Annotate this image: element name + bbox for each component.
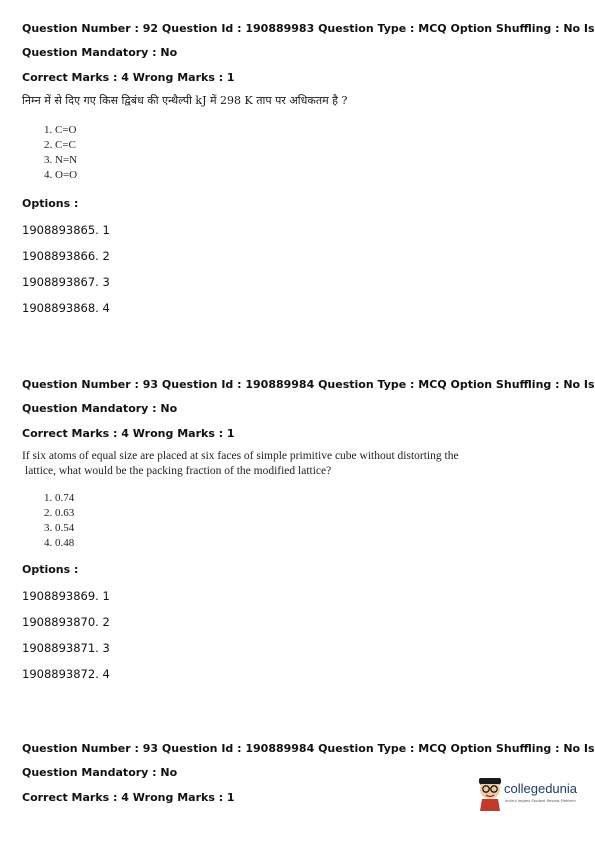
choice-item: 3. 0.54 xyxy=(44,522,75,534)
choice-item: 3. N=N xyxy=(44,154,78,166)
option-item: 1908893867. 3 xyxy=(22,275,110,289)
choice-item: 2. 0.63 xyxy=(44,507,75,519)
choice-item: 2. C=C xyxy=(44,139,76,151)
question-header: Question Number : 92 Question Id : 190889983 Question Type : MCQ Option Shuffling : No Is xyxy=(22,22,595,35)
question-marks: Correct Marks : 4 Wrong Marks : 1 xyxy=(22,791,235,804)
question-text-line: lattice, what would be the packing fraction of the modified lattice? xyxy=(25,465,332,477)
choice-item: 1. 0.74 xyxy=(44,492,75,504)
option-item: 1908893872. 4 xyxy=(22,667,110,681)
mascot-icon xyxy=(476,775,504,815)
question-mandatory: Question Mandatory : No xyxy=(22,46,178,59)
options-label: Options : xyxy=(22,197,79,210)
question-text-line: If six atoms of equal size are placed at six faces of simple primitive cube without distorting the xyxy=(22,450,459,462)
choice-list xyxy=(22,491,575,551)
question-92 xyxy=(22,22,595,315)
option-item: 1908893868. 4 xyxy=(22,301,110,315)
option-item: 1908893869. 1 xyxy=(22,589,110,603)
question-marks: Correct Marks : 4 Wrong Marks : 1 xyxy=(22,71,235,84)
question-text: निम्न में से दिए गए किस द्विबंध की एन्थैल्पी kJ में 298 K ताप पर अधिकतम है ? xyxy=(22,94,348,107)
question-mandatory: Question Mandatory : No xyxy=(22,766,178,779)
choice-item: 4. O=O xyxy=(44,169,78,181)
question-header: Question Number : 93 Question Id : 190889984 Question Type : MCQ Option Shuffling : No Is xyxy=(22,378,595,391)
collegedunia-logo xyxy=(476,775,581,813)
choice-list xyxy=(22,123,575,183)
choice-item: 4. 0.48 xyxy=(44,537,75,549)
question-header: Question Number : 93 Question Id : 190889984 Question Type : MCQ Option Shuffling : No Is xyxy=(22,742,595,755)
logo-brand-text: collegedunia xyxy=(504,781,578,796)
options-label: Options : xyxy=(22,563,79,576)
question-mandatory: Question Mandatory : No xyxy=(22,402,178,415)
question-text xyxy=(22,449,575,479)
choice-item: 1. C=O xyxy=(44,124,77,136)
option-item: 1908893865. 1 xyxy=(22,223,110,237)
logo-tagline: India's largest Student Review Platform xyxy=(505,799,576,803)
option-item: 1908893866. 2 xyxy=(22,249,110,263)
option-item: 1908893871. 3 xyxy=(22,641,110,655)
question-marks: Correct Marks : 4 Wrong Marks : 1 xyxy=(22,427,235,440)
option-item: 1908893870. 2 xyxy=(22,615,110,629)
question-93 xyxy=(22,378,595,681)
